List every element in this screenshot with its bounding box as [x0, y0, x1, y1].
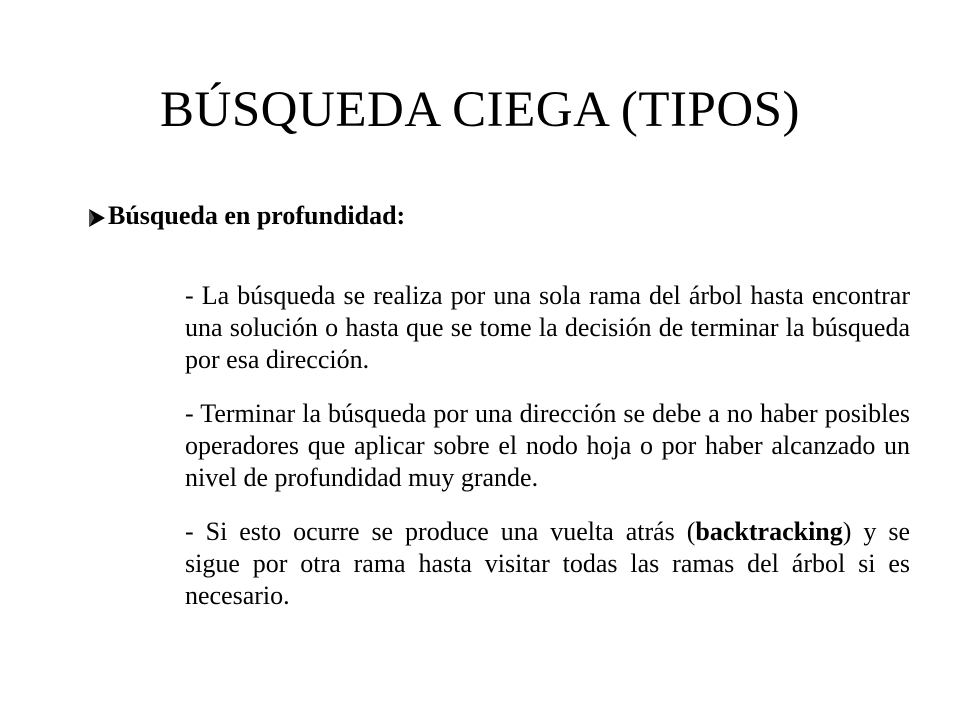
bullet-heading: Búsqueda en profundidad: [108, 201, 406, 230]
paragraph-3 [185, 516, 910, 612]
bullet-item [88, 200, 405, 232]
slide-title: BÚSQUEDA CIEGA (TIPOS) [159, 82, 801, 138]
arrowhead-bullet-icon [88, 205, 106, 227]
paragraph-2: - Terminar la búsqueda por una dirección se debe a no haber posibles operadores que aplicar sobre el nodo hoja o por haber alcanzado un nivel de profundidad muy grande. [185, 399, 910, 492]
paragraph-1: - La búsqueda se realiza por una sola rama del árbol hasta encontrar una solución o hasta que se tome la decisión de terminar la búsqueda por esa dirección. [185, 281, 910, 374]
slide-body [185, 280, 910, 634]
backtracking-term: backtracking [695, 517, 843, 546]
paragraph-3-after: ) y se sigue por otra rama hasta visitar todas las ramas del árbol si es necesario. [185, 517, 910, 610]
paragraph-3-before: - Si esto ocurre se produce una vuelta atrás ( [185, 517, 696, 546]
